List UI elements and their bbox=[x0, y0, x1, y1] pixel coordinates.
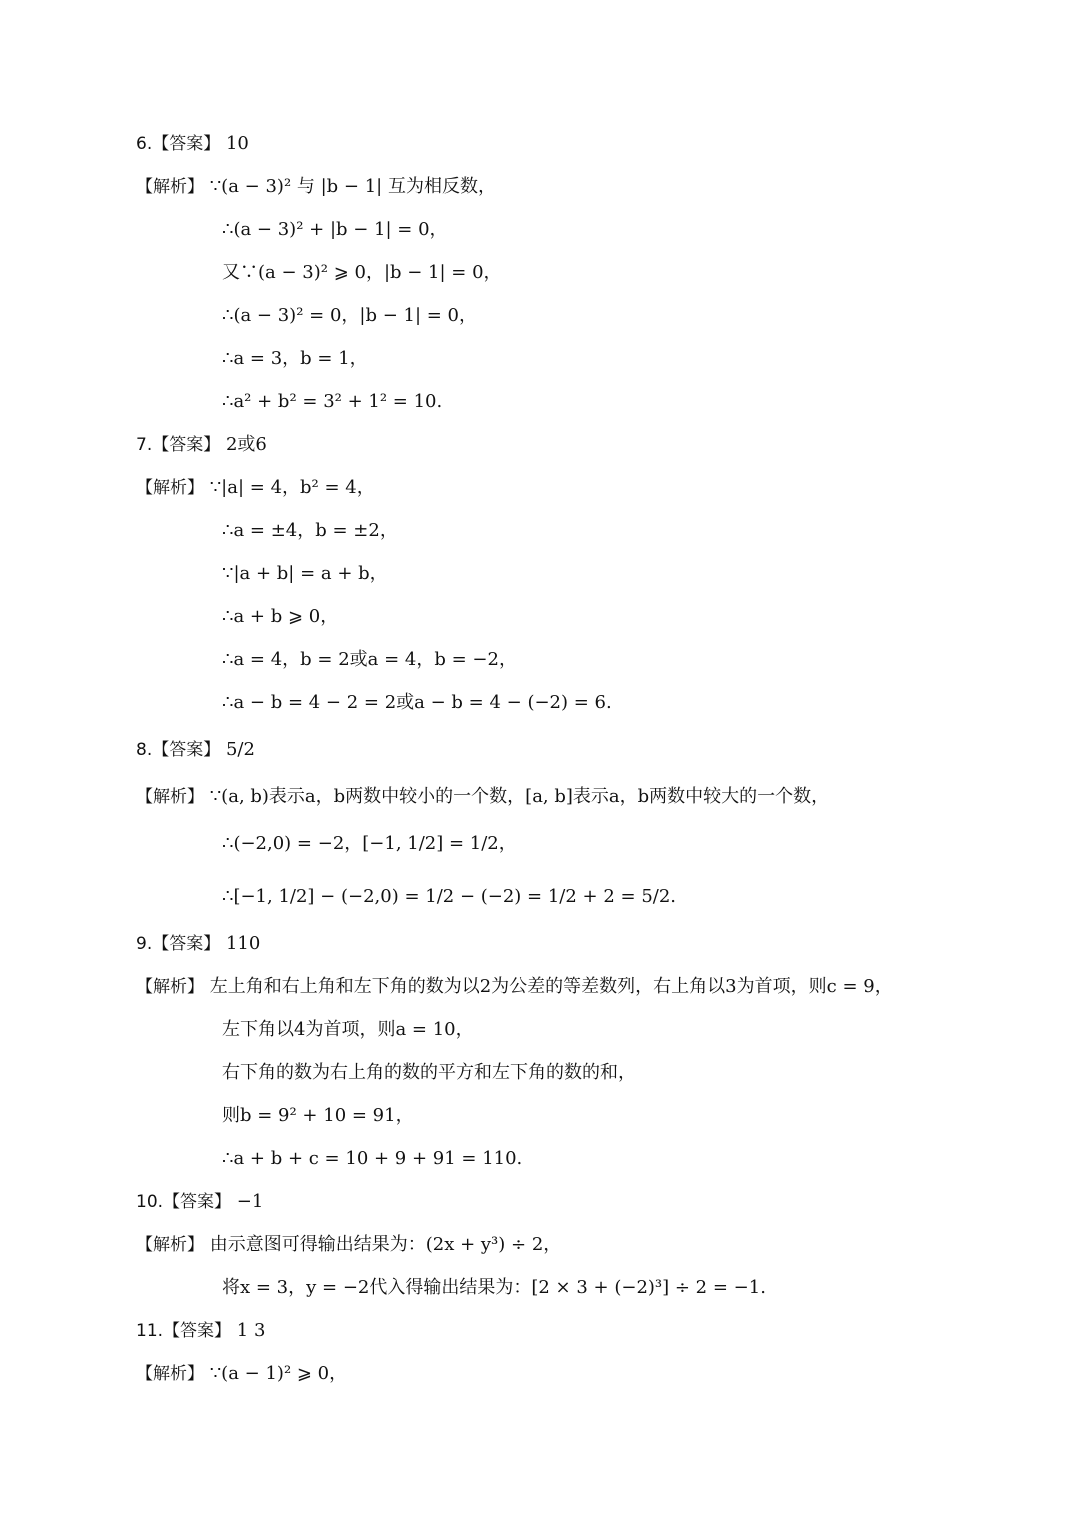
analysis-line bbox=[136, 174, 496, 200]
analysis-step: 左上角和右上角和左下角的数为以2为公差的等差数列，右上角以3为首项，则c = 9， bbox=[209, 976, 893, 997]
answer-label: 11.【答案】 bbox=[136, 1321, 232, 1341]
analysis-step: 由示意图可得输出结果为：(2x + y³) ÷ 2， bbox=[209, 1234, 562, 1255]
answer-line bbox=[136, 737, 255, 763]
analysis-step: ∵(a − 3)² 与 |b − 1| 互为相反数， bbox=[209, 176, 496, 197]
answer-label: 7.【答案】 bbox=[136, 435, 221, 455]
answer-value: −1 bbox=[236, 1191, 264, 1212]
analysis-label: 【解析】 bbox=[136, 977, 204, 997]
analysis-label: 【解析】 bbox=[136, 1235, 204, 1255]
analysis-step: 右下角的数为右上角的数的平方和左下角的数的和， bbox=[222, 1062, 636, 1083]
analysis-step: 又∵(a − 3)² ⩾ 0，|b − 1| = 0， bbox=[222, 262, 502, 283]
analysis-step: ∵|a| = 4，b² = 4， bbox=[209, 477, 375, 498]
analysis-step: ∵(a − 1)² ⩾ 0， bbox=[209, 1363, 348, 1384]
answer-line bbox=[136, 1318, 265, 1344]
analysis-step: ∴a − b = 4 − 2 = 2或a − b = 4 − (−2) = 6. bbox=[222, 692, 612, 713]
answer-line bbox=[136, 1189, 263, 1215]
answer-value: 5/2 bbox=[225, 739, 255, 760]
analysis-step: ∵|a + b| = a + b， bbox=[222, 563, 388, 584]
analysis-step: ∴a² + b² = 3² + 1² = 10. bbox=[222, 391, 443, 412]
answer-label: 10.【答案】 bbox=[136, 1192, 232, 1212]
analysis-label: 【解析】 bbox=[136, 1364, 204, 1384]
answer-label: 9.【答案】 bbox=[136, 934, 221, 954]
analysis-step: ∴a = 4，b = 2或a = 4，b = −2， bbox=[222, 649, 517, 670]
answer-value: 10 bbox=[225, 133, 249, 154]
analysis-step: 左下角以4为首项，则a = 10， bbox=[222, 1019, 474, 1040]
answer-value: 2或6 bbox=[225, 434, 267, 455]
analysis-step: ∵(a, b)表示a，b两数中较小的一个数，[a, b]表示a，b两数中较大的一个数， bbox=[209, 786, 830, 807]
analysis-step: ∴a + b ⩾ 0， bbox=[222, 606, 339, 627]
analysis-step: 将x = 3，y = −2代入得输出结果为：[2 × 3 + (−2)³] ÷ 2 = −1. bbox=[222, 1277, 766, 1298]
answer-value: 110 bbox=[225, 933, 261, 954]
answer-label: 6.【答案】 bbox=[136, 134, 221, 154]
answer-line bbox=[136, 432, 267, 458]
analysis-line bbox=[136, 1232, 561, 1258]
analysis-step: ∴(a − 3)² + |b − 1| = 0， bbox=[222, 219, 448, 240]
analysis-step: ∴[−1, 1/2] − (−2,0) = 1/2 − (−2) = 1/2 + 2 = 5/2. bbox=[222, 886, 677, 907]
analysis-step: ∴(a − 3)² = 0，|b − 1| = 0， bbox=[222, 305, 478, 326]
analysis-label: 【解析】 bbox=[136, 787, 204, 807]
analysis-line bbox=[136, 1361, 347, 1387]
analysis-step: ∴a = ±4，b = ±2， bbox=[222, 520, 398, 541]
answer-line bbox=[136, 131, 249, 157]
answer-label: 8.【答案】 bbox=[136, 740, 221, 760]
analysis-step: 则b = 9² + 10 = 91， bbox=[222, 1105, 414, 1126]
analysis-label: 【解析】 bbox=[136, 478, 204, 498]
analysis-line bbox=[136, 974, 893, 1000]
analysis-label: 【解析】 bbox=[136, 177, 204, 197]
analysis-step: ∴a = 3，b = 1， bbox=[222, 348, 368, 369]
analysis-step: ∴(−2,0) = −2，[−1, 1/2] = 1/2， bbox=[222, 833, 517, 854]
answer-line bbox=[136, 931, 260, 957]
analysis-step: ∴a + b + c = 10 + 9 + 91 = 110. bbox=[222, 1148, 523, 1169]
analysis-line bbox=[136, 475, 375, 501]
answer-value: 1 3 bbox=[236, 1320, 266, 1341]
analysis-line bbox=[136, 784, 829, 810]
